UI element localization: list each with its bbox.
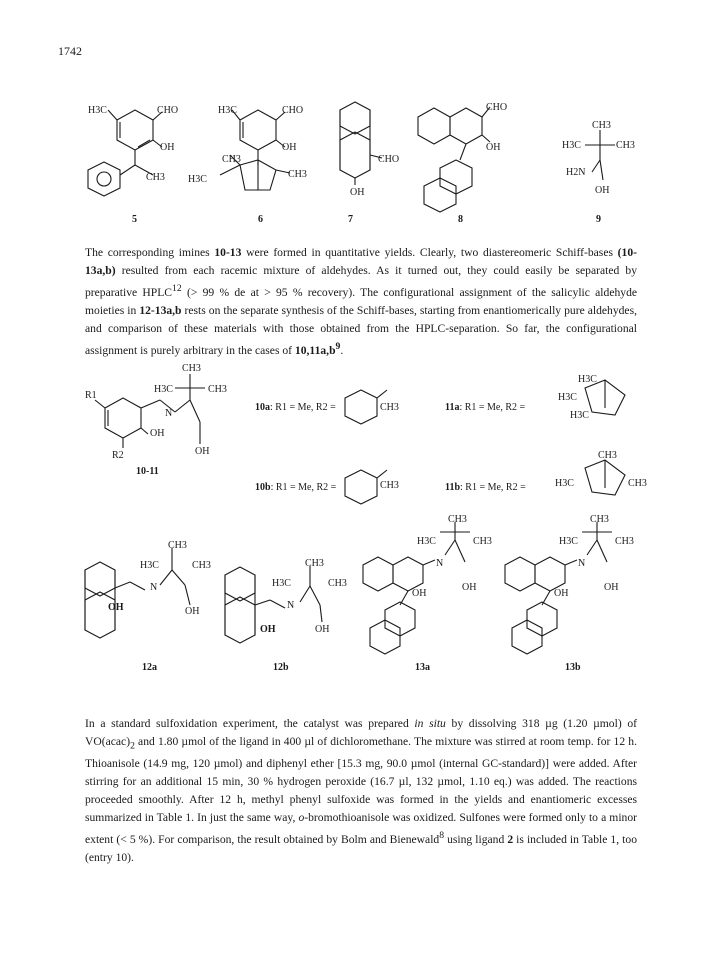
label: CH3	[590, 514, 609, 525]
label: CH3	[328, 578, 347, 589]
label: H3C	[558, 392, 577, 403]
compound-number-12b: 12b	[273, 662, 289, 673]
label: CH3	[192, 560, 211, 571]
label: OH	[595, 185, 610, 196]
label: CHO	[282, 105, 304, 116]
compound-number-7: 7	[348, 214, 353, 225]
label: CH3	[448, 514, 467, 525]
entry-11b: 11b: R1 = Me, R2 =	[445, 482, 526, 493]
label: OH	[108, 602, 124, 613]
compound-number-10-11: 10-11	[136, 466, 159, 477]
label: H3C	[272, 578, 291, 589]
label: CH3	[380, 402, 399, 413]
label: OH	[260, 624, 276, 635]
structures-row-3	[0, 510, 711, 690]
label: N	[150, 582, 158, 593]
label: H3C	[218, 105, 237, 116]
label: CH3	[628, 478, 647, 489]
label: CH3	[146, 172, 165, 183]
label: OH	[554, 588, 569, 599]
label: CH3	[168, 540, 187, 551]
label: H3C	[559, 536, 578, 547]
label: R2	[112, 450, 124, 461]
label: H3C	[417, 536, 436, 547]
label: CHO	[157, 105, 179, 116]
entry-10a: 10a: R1 = Me, R2 =	[255, 402, 336, 413]
label: CH3	[380, 480, 399, 491]
label: OH	[282, 142, 297, 153]
label: H3C	[154, 384, 173, 395]
structure-8	[418, 107, 490, 212]
label: CH3	[592, 120, 611, 131]
label: CH3	[222, 154, 241, 165]
label: N	[578, 558, 586, 569]
r2-bornyl-11a	[585, 380, 625, 415]
compound-number-9: 9	[596, 214, 601, 225]
label: N	[436, 558, 444, 569]
structures-row-1	[0, 0, 711, 230]
label: OH	[195, 446, 210, 457]
label: H3C	[555, 478, 574, 489]
compound-number-5: 5	[132, 214, 137, 225]
label: CH3	[616, 140, 635, 151]
label: OH	[315, 624, 330, 635]
label: H3C	[570, 410, 589, 421]
r2-bornyl-11b	[585, 460, 625, 495]
label: R1	[85, 390, 97, 401]
label: N	[287, 600, 295, 611]
label: N	[165, 408, 173, 419]
structure-5	[88, 110, 162, 196]
compound-number-6: 6	[258, 214, 263, 225]
label: OH	[462, 582, 477, 593]
label: H2N	[566, 167, 586, 178]
label: H3C	[578, 374, 597, 385]
compound-number-8: 8	[458, 214, 463, 225]
label: OH	[486, 142, 501, 153]
label: OH	[150, 428, 165, 439]
label: H3C	[88, 105, 107, 116]
label: CH3	[182, 363, 201, 374]
page-number: 1742	[58, 44, 82, 58]
structure-7	[340, 102, 382, 185]
label: CH3	[473, 536, 492, 547]
label: CH3	[615, 536, 634, 547]
label: CH3	[288, 169, 307, 180]
label: CHO	[486, 102, 508, 113]
structures-row-2	[0, 360, 711, 500]
compound-number-13a: 13a	[415, 662, 430, 673]
label: CH3	[305, 558, 324, 569]
entry-10b: 10b: R1 = Me, R2 =	[255, 482, 337, 493]
label: H3C	[188, 174, 207, 185]
label: OH	[185, 606, 200, 617]
label: CH3	[598, 450, 617, 461]
label: H3C	[562, 140, 581, 151]
label: OH	[160, 142, 175, 153]
label: H3C	[140, 560, 159, 571]
paragraph-1: The corresponding imines 10-13 were formed in quantitative yields. Clearly, two diastereomeric Schiff-bases (10-13a,b) resulted from each racemic mixture of aldehydes. As it turned out, they could easily be separated by preparative HPLC$^{12}$ (> 99 % de at > 95 % recovery). The configurational assignment of the salicylic aldehyde moieties in 12-13a,b rests on the separate synthesis of the Schiff-bases, starting from enantiomerically pure aldehydes, and comparison of these materials with those obtained from the HPLC-separation. So far, the configurational assignment is purely arbitrary in the cases of $10,11a,b^9$.	[85, 246, 638, 357]
entry-11a: 11a: R1 = Me, R2 =	[445, 402, 526, 413]
label: CH3	[208, 384, 227, 395]
label: OH	[350, 187, 365, 198]
structure-6	[220, 110, 290, 190]
label: OH	[604, 582, 619, 593]
label: OH	[412, 588, 427, 599]
structure-9	[585, 130, 615, 180]
compound-number-13b: 13b	[565, 662, 581, 673]
compound-number-12a: 12a	[142, 662, 157, 673]
paragraph-2: In a standard sulfoxidation experiment, the catalyst was prepared in situ by dissolving 318 µg (1.20 µmol) of $VO(acac)_2$ and 1.80 µmol of the ligand in 400 µl of dichloromethane. The mixture was stirred at room temp. for 12 h. Thioanisole (14.9 mg, 120 µmol) and diphenyl ether [15.3 mg, 90.0 µmol (internal GC-standard)] were added. After stirring for an additional 15 min, 30 % hydrogen peroxide (16.7 µl, 132 µmol, 1.10 eq.) was added. The reactions proceeded smoothly. After 12 h, methyl phenyl sulfoxide was formed in the yields and enantiomeric excesses summarized in Table 1. In just the same way, o-bromothioanisole was oxidized. Sulfones were formed only to a minor extent (< 5 %). For comparison, the result obtained by Bolm and Bienewald$^8$ using ligand 2 is included in Table 1, too (entry 10).	[85, 717, 638, 865]
label: CHO	[378, 154, 400, 165]
structure-12a	[85, 548, 190, 638]
